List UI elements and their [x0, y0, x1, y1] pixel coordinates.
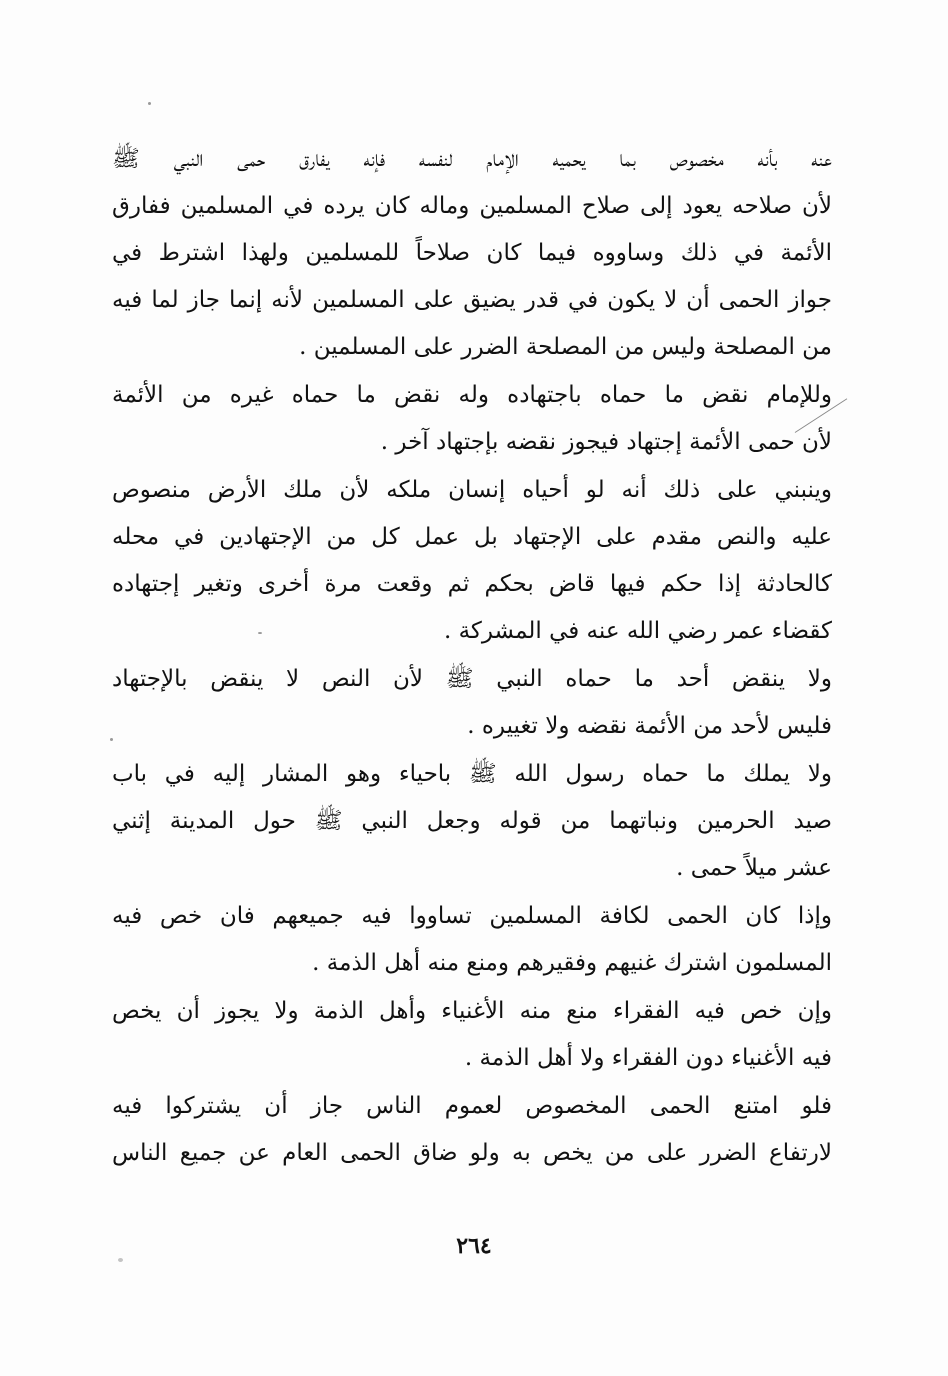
text-line: عليه والنص مقدم على الإجتهاد بل عمل كل من الإجتهادين في محله [112, 524, 832, 550]
text-line: عنه بأنه مخصوص بما يحميه الإمام لنفسه فإنه يفارق حمى النبي ﷺ [112, 146, 832, 172]
text-line: وإذا كان الحمى لكافة المسلمين تساووا فيه جميعهم فان خص فيه [112, 903, 832, 929]
text-line: كالحادثة إذا حكم فيها قاض بحكم ثم وقعت مرة أخرى وتغير إجتهاده [112, 571, 832, 597]
text-line: المسلمون اشترك غنيهم وفقيرهم ومنع منه أهل الذمة . [312, 950, 832, 976]
text-line: وينبني على ذلك أنه لو أحياه إنسان ملكه لأن ملك الأرض منصوص [112, 477, 832, 503]
text-line: الأئمة في ذلك وساووه فيما كان صلاحاً للمسلمين ولهذا اشترط في [112, 240, 832, 266]
text-line: فيه الأغنياء دون الفقراء ولا أهل الذمة . [464, 1045, 832, 1071]
text-line: وللإمام نقض ما حماه باجتهاده وله نقض ما حماه غيره من الأئمة [112, 382, 832, 408]
body-text [112, 136, 832, 1177]
text-line: من المصلحة وليس من المصلحة الضرر على المسلمين . [299, 334, 832, 360]
text-line: لارتفاع الضرر على من يخص به ولو ضاق الحمى العام عن جميع الناس [112, 1140, 832, 1166]
scan-speck [118, 1258, 123, 1262]
text-line: وإن خص فيه الفقراء منع منه الأغنياء وأهل الذمة ولا يجوز أن يخص [112, 998, 832, 1024]
text-line: فلو امتنع الحمى المخصوص لعموم الناس جاز أن يشتركوا فيه [112, 1093, 832, 1119]
scan-speck [110, 738, 113, 741]
text-line: كقضاء عمر رضي الله عنه في المشركة . [443, 618, 832, 644]
page-number: ٢٦٤ [456, 1233, 492, 1259]
text-line: ولا يملك ما حماه رسول الله ﷺ باحياء وهو المشار إليه في باب [112, 761, 832, 787]
text-line: فليس لأحد من الأئمة نقضه ولا تغييره . [467, 713, 832, 739]
text-line: عشر ميلاً حمى . [676, 855, 832, 881]
text-line: جواز الحمى أن لا يكون في قدر يضيق على المسلمين لأنه إنما جاز لما فيه [112, 287, 832, 313]
text-line: صيد الحرمين ونباتهما من قوله وجعل النبي ﷺ حول المدينة إثني [112, 808, 832, 834]
text-line: لأن حمى الأئمة إجتهاد فيجوز نقضه بإجتهاد آخر . [380, 429, 832, 455]
text-line: لأن صلاحه يعود إلى صلاح المسلمين وماله كان يرده في المسلمين ففارق [112, 193, 832, 219]
text-line: ولا ينقض أحد ما حماه النبي ﷺ لأن النص لا ينقض بالإجتهاد [112, 666, 832, 692]
scan-speck [258, 632, 262, 634]
scan-speck [148, 102, 151, 105]
